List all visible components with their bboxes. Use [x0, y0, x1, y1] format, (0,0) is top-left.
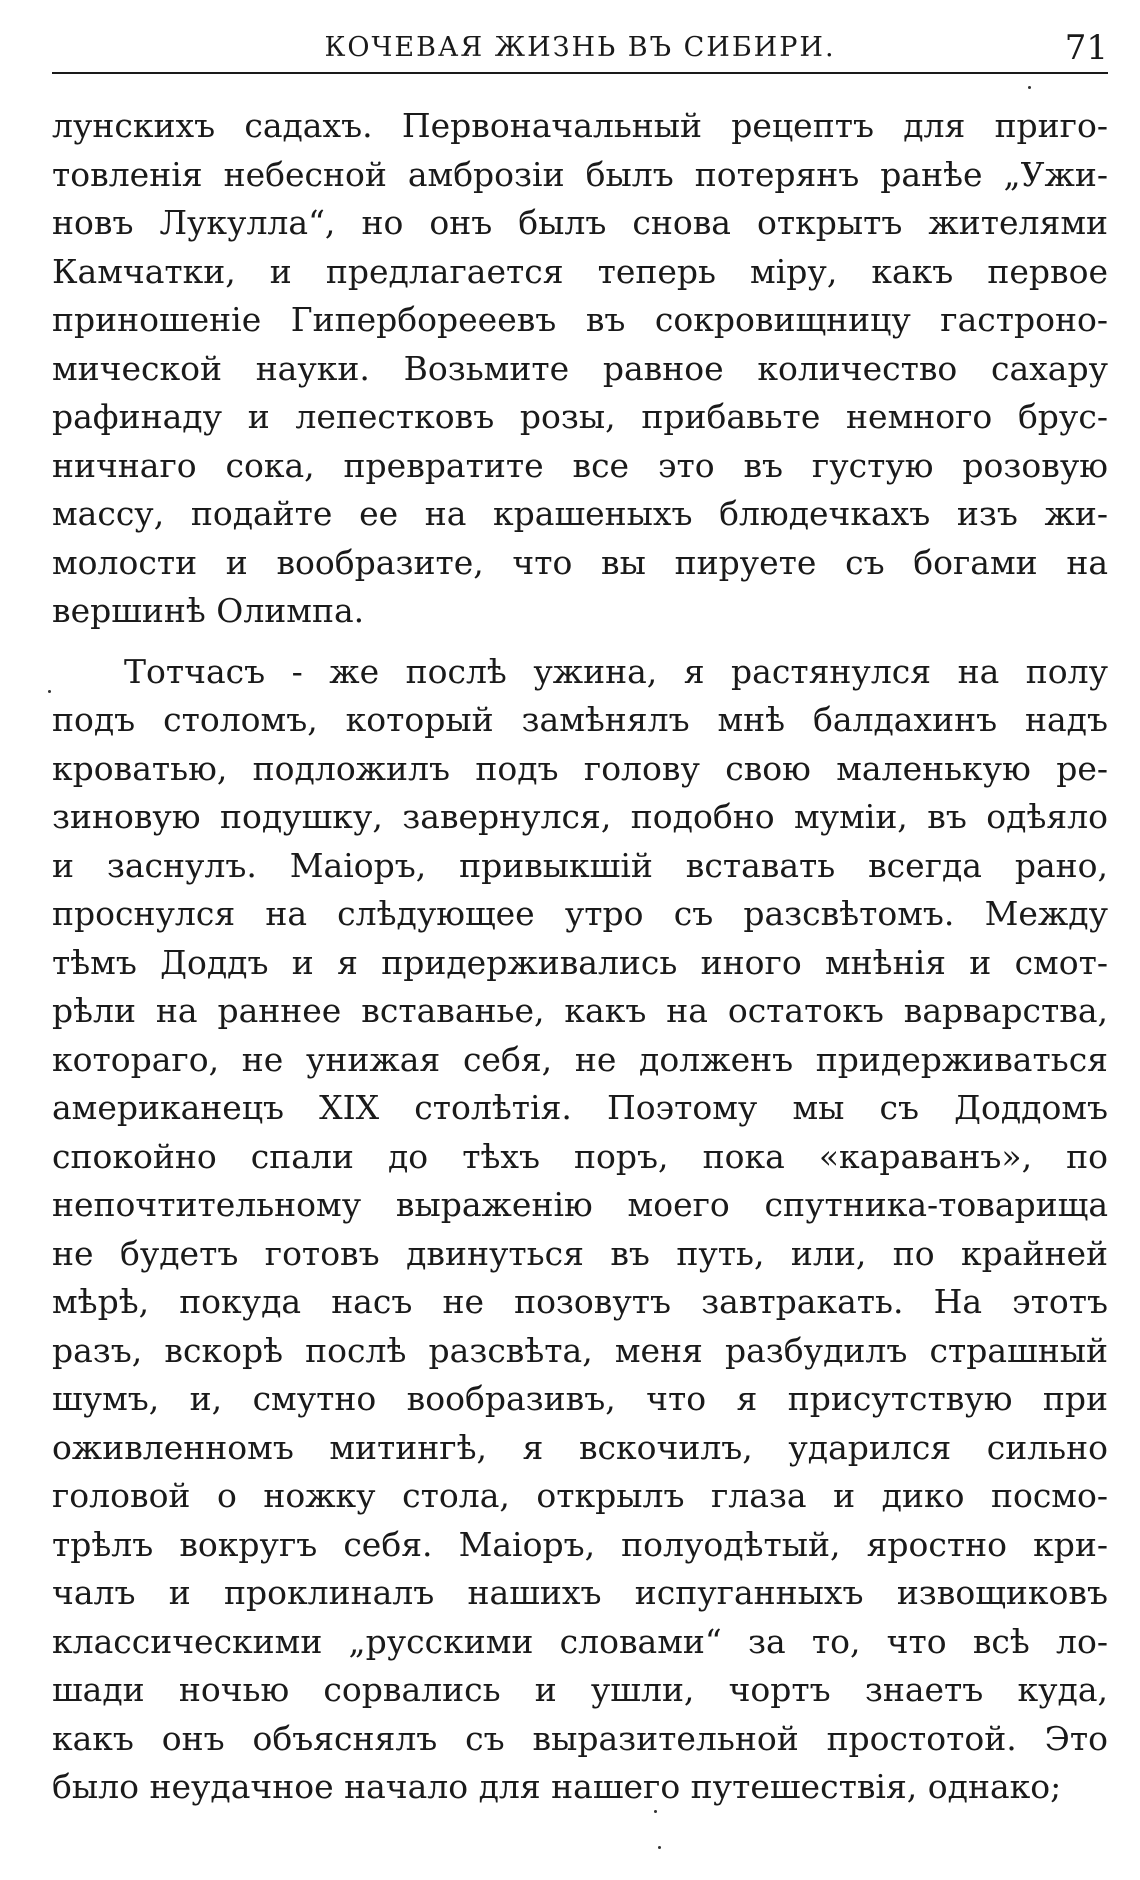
text-line: рѣли на раннее вставанье, какъ на остатокъ варварства, — [52, 991, 1108, 1030]
text-line: ничнаго сока, превратите все это въ густую розовую — [52, 445, 1108, 485]
text-line: котораго, не унижая себя, не долженъ придерживаться — [52, 1039, 1108, 1079]
text-line: оживленномъ митингѣ, я вскочилъ, ударился сильно — [52, 1427, 1108, 1467]
running-head — [52, 28, 1108, 74]
print-speck — [1028, 86, 1031, 89]
text-line: непочтительному выраженію моего спутника-товарища — [52, 1185, 1108, 1224]
body-text — [52, 102, 1108, 1812]
text-line: Камчатки, и предлагается теперь міру, какъ первое — [52, 251, 1108, 291]
print-speck — [48, 690, 51, 693]
print-speck — [654, 1810, 657, 1813]
text-line: мѣрѣ, покуда насъ не позовутъ завтракать. На этотъ — [52, 1282, 1108, 1321]
paragraph — [52, 648, 1108, 1812]
text-line: головой о ножку стола, открылъ глаза и дико посмо- — [52, 1476, 1108, 1515]
text-line: шади ночью сорвались и ушли, чортъ знаетъ куда, — [52, 1670, 1108, 1709]
text-line: тѣмъ Доддъ и я придерживались иного мнѣнія и смот- — [52, 942, 1108, 982]
running-title: КОЧЕВАЯ ЖИЗНЬ ВЪ СИБИРИ. — [324, 32, 836, 63]
text-line: новъ Лукулла“, но онъ былъ снова открытъ жителями — [52, 203, 1108, 242]
text-line: рафинаду и лепестковъ розы, прибавьте немного брус- — [52, 397, 1108, 436]
text-line: разъ, вскорѣ послѣ разсвѣта, меня разбудилъ страшный — [52, 1330, 1108, 1370]
page-number: 71 — [1064, 28, 1108, 68]
text-line: чалъ и проклиналъ нашихъ испуганныхъ извощиковъ — [52, 1573, 1108, 1612]
text-line: шумъ, и, смутно вообразивъ, что я присутствую при — [52, 1379, 1108, 1418]
text-line: подъ столомъ, который замѣнялъ мнѣ балдахинъ надъ — [52, 700, 1108, 739]
text-line: мической науки. Возьмите равное количество сахару — [52, 348, 1108, 388]
text-line: трѣлъ вокругъ себя. Маіоръ, полуодѣтый, яростно кри- — [52, 1524, 1108, 1564]
paragraph — [52, 102, 1108, 636]
text-line: какъ онъ объяснялъ съ выразительной простотой. Это — [52, 1718, 1108, 1758]
text-line: и заснулъ. Маіоръ, привыкшій вставать всегда рано, — [52, 845, 1108, 885]
text-line: кроватью, подложилъ подъ голову свою маленькую ре- — [52, 748, 1108, 788]
print-speck — [658, 1846, 661, 1849]
text-line: вершинѣ Олимпа. — [52, 591, 365, 630]
text-line: приношеніе Гиперборееевъ въ сокровищницу гастроно- — [52, 300, 1108, 339]
text-line: не будетъ готовъ двинуться въ путь, или, по крайней — [52, 1233, 1108, 1273]
text-line: было неудачное начало для нашего путешествія, однако; — [52, 1767, 1062, 1806]
text-line: молости и вообразите, что вы пируете съ богами на — [52, 542, 1108, 582]
text-line: массу, подайте ее на крашеныхъ блюдечкахъ изъ жи- — [52, 494, 1108, 533]
text-line: проснулся на слѣдующее утро съ разсвѣтомъ. Между — [52, 894, 1108, 933]
text-line: американецъ XIX столѣтія. Поэтому мы съ Доддомъ — [52, 1088, 1108, 1127]
text-line: классическими „русскими словами“ за то, что всѣ ло- — [52, 1621, 1108, 1661]
book-page — [52, 28, 1108, 1812]
text-line: товленія небесной амброзіи былъ потерянъ ранѣе „Ужи- — [52, 154, 1108, 194]
text-line: зиновую подушку, завернулся, подобно муміи, въ одѣяло — [52, 797, 1108, 836]
text-line: спокойно спали до тѣхъ поръ, пока «караванъ», по — [52, 1136, 1108, 1176]
text-line: лунскихъ садахъ. Первоначальный рецептъ для приго- — [52, 106, 1108, 145]
text-line: Тотчасъ - же послѣ ужина, я растянулся на полу — [124, 651, 1108, 691]
